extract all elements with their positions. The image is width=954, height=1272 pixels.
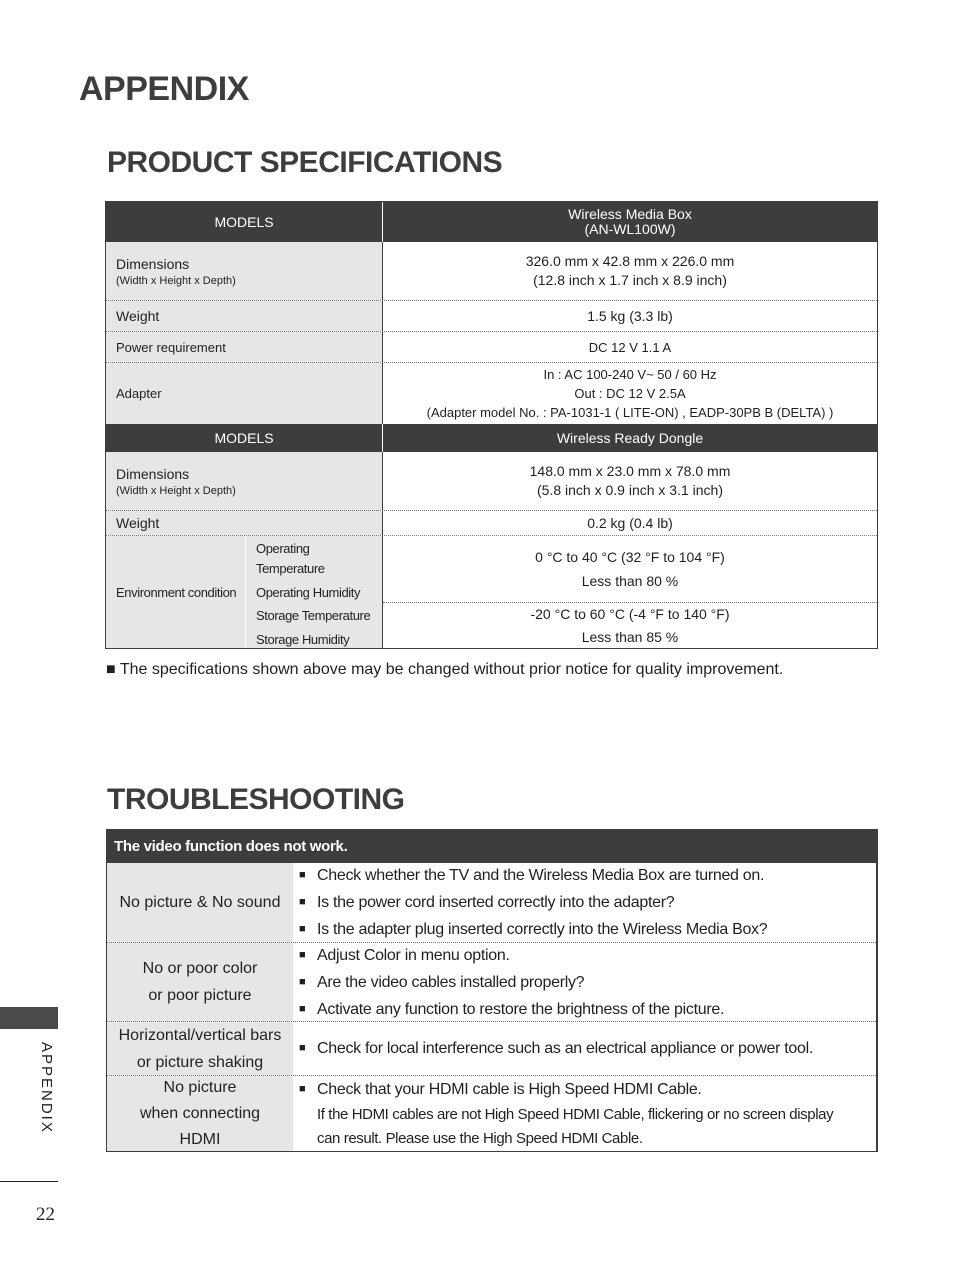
trouble-label-line: HDMI (179, 1130, 221, 1148)
trouble-item (299, 969, 876, 996)
storage-humidity-label: Storage Humidity (256, 632, 350, 647)
media-box-header-row (106, 202, 877, 242)
dongle-dimensions-mm: 148.0 mm x 23.0 mm x 78.0 mm (529, 463, 731, 479)
page-title: APPENDIX (79, 70, 249, 108)
env-label: Environment condition (106, 536, 245, 648)
storage-values (383, 603, 877, 648)
dongle-dimensions-sub: (Width x Height x Depth) (116, 484, 236, 497)
adapter-out: Out : DC 12 V 2.5A (574, 386, 686, 401)
model-code: (AN-WL100W) (584, 221, 676, 237)
trouble-row (107, 1076, 876, 1151)
dongle-model-name: Wireless Ready Dongle (556, 429, 704, 446)
page-number-divider (0, 1181, 58, 1182)
trouble-row (107, 863, 876, 943)
power-value: DC 12 V 1.1 A (588, 339, 672, 355)
bullet-icon: ■ (299, 896, 306, 908)
trouble-item-text: Check for local interference such as an electrical appliance or power tool. (317, 1040, 813, 1057)
dongle-weight-row (106, 511, 877, 535)
spec-table (105, 201, 878, 649)
dongle-weight-value: 0.2 kg (0.4 lb) (587, 514, 673, 531)
trouble-item-text: Activate any function to restore the brightness of the picture. (317, 1000, 725, 1018)
trouble-item (299, 862, 876, 889)
trouble-label (107, 863, 293, 942)
bullet-icon: ■ (299, 869, 306, 881)
dongle-dimensions-value (383, 452, 877, 510)
power-row (106, 332, 877, 363)
trouble-sub-line: can result. Please use the High Speed HDMI Cable. (317, 1130, 643, 1147)
trouble-item (299, 889, 876, 916)
dongle-dimensions-inch: (5.8 inch x 0.9 inch x 3.1 inch) (537, 482, 723, 498)
trouble-items (293, 1022, 876, 1075)
adapter-model: (Adapter model No. : PA-1031-1 ( LITE-ON) , EADP-30PB B (DELTA) ) (426, 405, 834, 420)
troubleshooting-header: The video function does not work. (107, 830, 876, 863)
trouble-item (299, 942, 876, 969)
environment-row (106, 535, 877, 648)
trouble-label (107, 943, 293, 1021)
adapter-label: Adapter (106, 363, 383, 424)
dimensions-mm: 326.0 mm x 42.8 mm x 226.0 mm (525, 253, 735, 269)
dimensions-label-cell (106, 242, 383, 300)
trouble-sub-line: If the HDMI cables are not High Speed HDMI Cable, flickering or no screen display (317, 1106, 834, 1123)
op-temp-label-1: Operating (256, 541, 310, 556)
trouble-item (299, 996, 876, 1023)
trouble-items (293, 863, 876, 942)
models-label: MODELS (106, 202, 383, 242)
trouble-item-text: Is the power cord inserted correctly into the adapter? (317, 894, 675, 911)
op-temp-label-2: Temperature (256, 561, 325, 576)
storage-temp-value: -20 °C to 60 °C (-4 °F to 140 °F) (530, 605, 730, 622)
trouble-label (107, 1076, 293, 1151)
dimensions-row (106, 242, 877, 301)
storage-temp-label: Storage Temperature (256, 608, 371, 623)
trouble-label-line: or poor picture (148, 987, 252, 1004)
weight-row (106, 301, 877, 332)
trouble-row (107, 943, 876, 1022)
bullet-icon: ■ (299, 1042, 306, 1054)
adapter-value (383, 363, 877, 424)
page-number: 22 (36, 1204, 55, 1225)
trouble-item (299, 1035, 876, 1062)
trouble-label-line: No picture (163, 1078, 237, 1096)
trouble-label-line: No picture & No sound (119, 894, 281, 911)
trouble-label-line: No or poor color (142, 960, 258, 977)
trouble-items (293, 1076, 876, 1151)
env-values (383, 536, 877, 648)
model-name: Wireless Media Box (568, 206, 692, 222)
trouble-row (107, 1022, 876, 1076)
trouble-label-line: when connecting (139, 1104, 261, 1122)
bullet-icon: ■ (299, 975, 306, 988)
troubleshooting-title: TROUBLESHOOTING (107, 783, 405, 816)
weight-value: 1.5 kg (3.3 lb) (587, 307, 673, 324)
bullet-icon: ■ (299, 948, 306, 961)
weight-label: Weight (106, 301, 383, 331)
trouble-item-text: Adjust Color in menu option. (317, 946, 510, 964)
dongle-dimensions-label-cell (106, 452, 383, 510)
side-tab-label: APPENDIX (38, 1042, 55, 1134)
trouble-label (107, 1022, 293, 1075)
trouble-item (299, 1076, 876, 1103)
op-humidity-value: Less than 80 % (581, 573, 679, 589)
trouble-item (299, 916, 876, 943)
dongle-dimensions-row (106, 452, 877, 511)
dongle-models-label: MODELS (106, 424, 383, 452)
adapter-row (106, 363, 877, 424)
dongle-header-row (106, 424, 877, 452)
op-temp-value: 0 °C to 40 °C (32 °F to 104 °F) (535, 549, 725, 565)
spec-note: ■ The specifications shown above may be changed without prior notice for quality improvement. (106, 661, 784, 678)
trouble-item-text: Are the video cables installed properly? (317, 973, 585, 991)
bullet-icon: ■ (299, 1002, 306, 1015)
troubleshooting-table (106, 829, 878, 1152)
trouble-items (293, 943, 876, 1021)
op-values (383, 536, 877, 603)
op-humidity-label: Operating Humidity (256, 585, 361, 600)
dimensions-inch: (12.8 inch x 1.7 inch x 8.9 inch) (533, 272, 727, 288)
spec-title: PRODUCT SPECIFICATIONS (107, 146, 503, 179)
dimensions-sub: (Width x Height x Depth) (116, 274, 236, 287)
dongle-weight-label: Weight (106, 511, 383, 535)
bullet-icon: ■ (299, 923, 306, 935)
model-cell (383, 202, 877, 242)
bullet-icon: ■ (299, 1083, 306, 1095)
storage-humidity-value: Less than 85 % (581, 628, 679, 645)
adapter-in: In : AC 100-240 V~ 50 / 60 Hz (543, 367, 717, 382)
env-sub-labels (245, 536, 383, 648)
dongle-dimensions-label: Dimensions (116, 465, 190, 482)
trouble-label-line: or picture shaking (136, 1053, 264, 1071)
trouble-item-text: Check that your HDMI cable is High Speed HDMI Cable. (317, 1081, 702, 1098)
side-tab-bar (0, 1007, 58, 1029)
trouble-item-text: Is the adapter plug inserted correctly into the Wireless Media Box? (317, 921, 768, 938)
power-label: Power requirement (106, 332, 383, 362)
dimensions-value (383, 242, 877, 300)
trouble-label-line: Horizontal/vertical bars (118, 1026, 282, 1044)
dimensions-label: Dimensions (116, 255, 190, 272)
trouble-item-text: Check whether the TV and the Wireless Media Box are turned on. (317, 867, 765, 884)
